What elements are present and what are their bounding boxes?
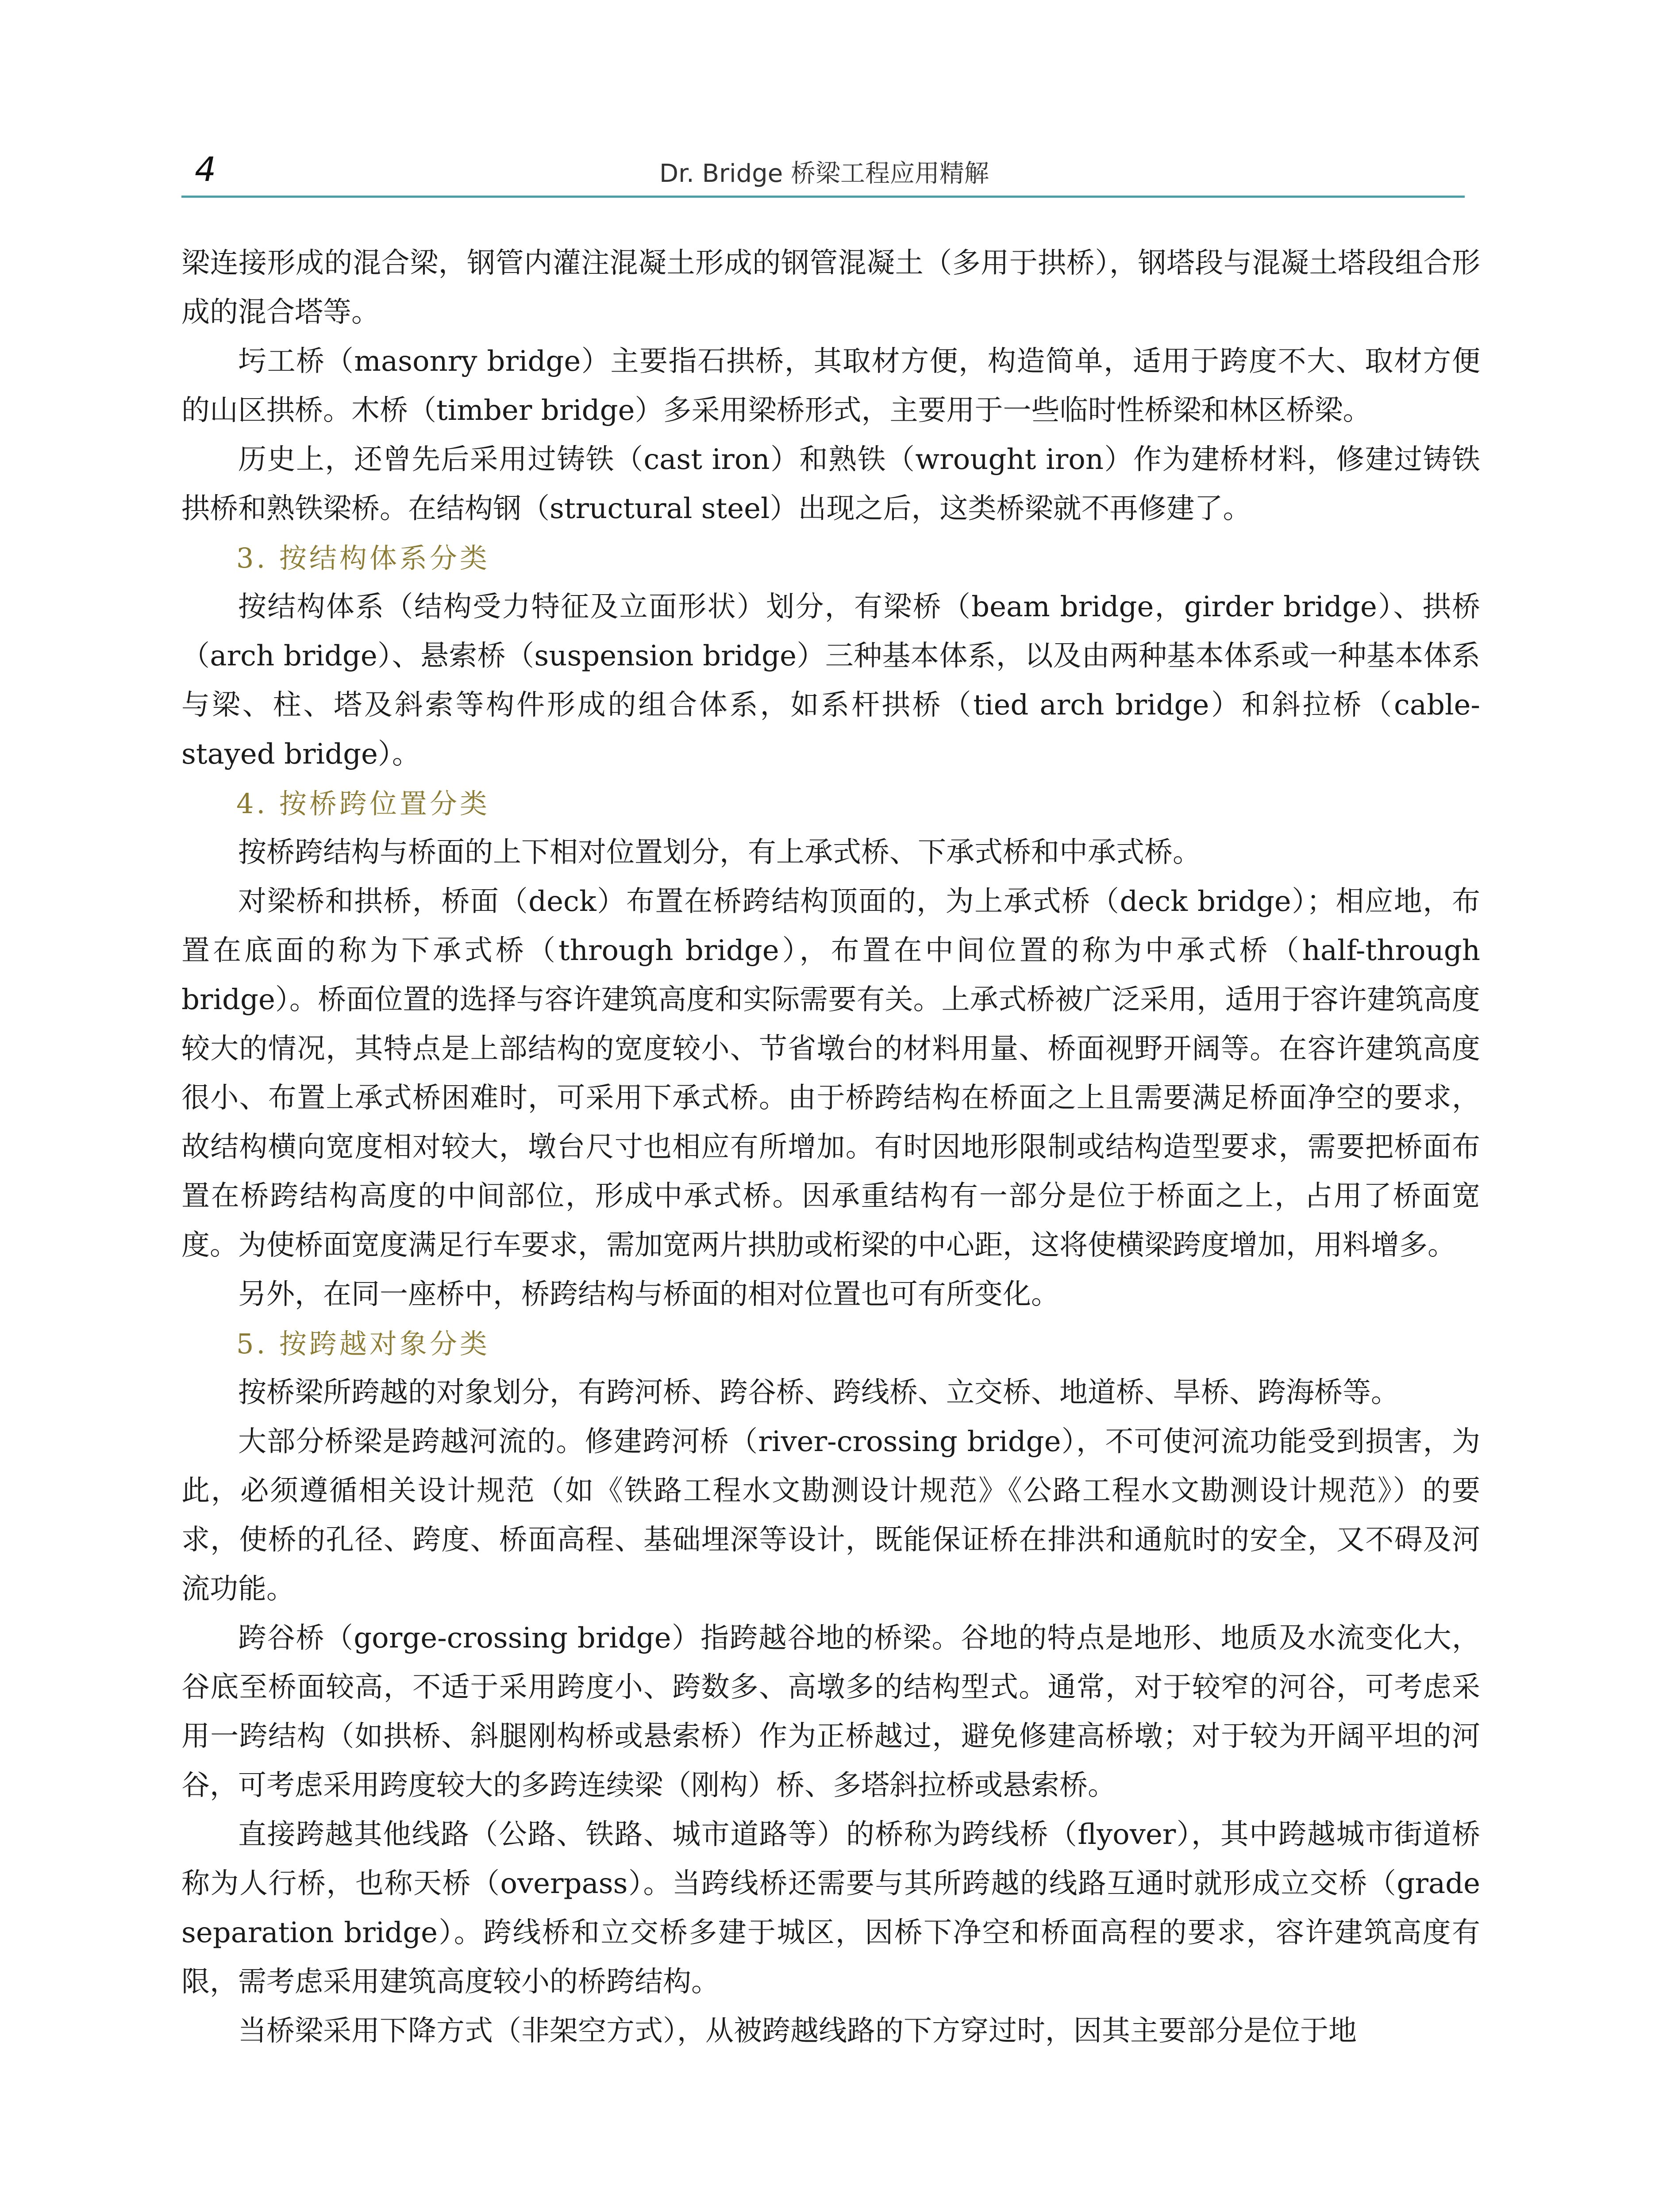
paragraph-underpass: 当桥梁采用下降方式（非架空方式），从被跨越线路的下方穿过时，因其主要部分是位于地 <box>238 2015 1357 2047</box>
paragraph-structural-system: 按结构体系（结构受力特征及立面形状）划分，有梁桥（beam bridge，girder bridge）、拱桥（arch bridge）、悬索桥（suspension bridge）三种基本体系，以及由两种基本体系或一种基本体系与梁、柱、塔及斜索等构件形成的组合体系，如系杆拱桥（tied arch bridge）和斜拉桥（cable-stayed bridge）。 <box>181 591 1480 771</box>
section-heading-span-position: 4. 按桥跨位置分类 <box>236 787 490 820</box>
page-header <box>181 142 1465 195</box>
main-text <box>181 239 1480 2056</box>
paragraph-river-crossing: 大部分桥梁是跨越河流的。修建跨河桥（river-crossing bridge），不可使河流功能受到损害，为此，必须遵循相关设计规范（如《铁路工程水文勘测设计规范》《公路工程水文勘测设计规范》）的要求，使桥的孔径、跨度、桥面高程、基础埋深等设计，既能保证桥在排洪和通航时的安全，又不碍及河流功能。 <box>181 1425 1480 1605</box>
paragraph-masonry-bridge: 圬工桥（masonry bridge）主要指石拱桥，其取材方便，构造简单，适用于跨度不大、取材方便的山区拱桥。木桥（timber bridge）多采用梁桥形式，主要用于一些临时性桥梁和林区桥梁。 <box>181 345 1480 427</box>
paragraph-crossing-object: 按桥梁所跨越的对象划分，有跨河桥、跨谷桥、跨线桥、立交桥、地道桥、旱桥、跨海桥等。 <box>238 1376 1399 1409</box>
paragraph-flyover: 直接跨越其他线路（公路、铁路、城市道路等）的桥称为跨线桥（flyover），其中跨越城市街道桥称为人行桥，也称天桥（overpass）。当跨线桥还需要与其所跨越的线路互通时就形成立交桥（grade separation bridge）。跨线桥和立交桥多建于城区，因桥下净空和桥面高程的要求，容许建筑高度有限，需考虑采用建筑高度较小的桥跨结构。 <box>181 1818 1480 1998</box>
paragraph-continued: 梁连接形成的混合梁，钢管内灌注混凝土形成的钢管混凝土（多用于拱桥），钢塔段与混凝土塔段组合形成的混合塔等。 <box>181 247 1480 329</box>
page-number: 4 <box>195 150 216 189</box>
paragraph-gorge-crossing: 跨谷桥（gorge-crossing bridge）指跨越谷地的桥梁。谷地的特点是地形、地质及水流变化大，谷底至桥面较高，不适于采用跨度小、跨数多、高墩多的结构型式。通常，对于较窄的河谷，可考虑采用一跨结构（如拱桥、斜腿刚构桥或悬索桥）作为正桥越过，避免修建高桥墩；对于较为开阔平坦的河谷，可考虑采用跨度较大的多跨连续梁（刚构）桥、多塔斜拉桥或悬索桥。 <box>181 1622 1480 1802</box>
paragraph-span-position: 按桥跨结构与桥面的上下相对位置划分，有上承式桥、下承式桥和中承式桥。 <box>238 836 1201 869</box>
header-rule <box>181 196 1465 198</box>
paragraph-same-bridge: 另外，在同一座桥中，桥跨结构与桥面的相对位置也可有所变化。 <box>238 1278 1059 1311</box>
running-head: Dr. Bridge 桥梁工程应用精解 <box>659 159 989 188</box>
section-heading-structural-system: 3. 按结构体系分类 <box>236 542 490 574</box>
paragraph-deck-bridge: 对梁桥和拱桥，桥面（deck）布置在桥跨结构顶面的，为上承式桥（deck bridge）；相应地，布置在底面的称为下承式桥（through bridge），布置在中间位置的称为中承式桥（half-through bridge）。桥面位置的选择与容许建筑高度和实际需要有关。上承式桥被广泛采用，适用于容许建筑高度较大的情况，其特点是上部结构的宽度较小、节省墩台的材料用量、桥面视野开阔等。在容许建筑高度很小、布置上承式桥困难时，可采用下承式桥。由于桥跨结构在桥面之上且需要满足桥面净空的要求，故结构横向宽度相对较大，墩台尺寸也相应有所增加。有时因地形限制或结构造型要求，需要把桥面布置在桥跨结构高度的中间部位，形成中承式桥。因承重结构有一部分是位于桥面之上，占用了桥面宽度。为使桥面宽度满足行车要求，需加宽两片拱肋或桁梁的中心距，这将使横梁跨度增加，用料增多。 <box>181 885 1480 1262</box>
paragraph-cast-iron-history: 历史上，还曾先后采用过铸铁（cast iron）和熟铁（wrought iron）作为建桥材料，修建过铸铁拱桥和熟铁梁桥。在结构钢（structural steel）出现之后，这类桥梁就不再修建了。 <box>181 443 1480 525</box>
section-heading-crossing-object: 5. 按跨越对象分类 <box>236 1328 490 1360</box>
